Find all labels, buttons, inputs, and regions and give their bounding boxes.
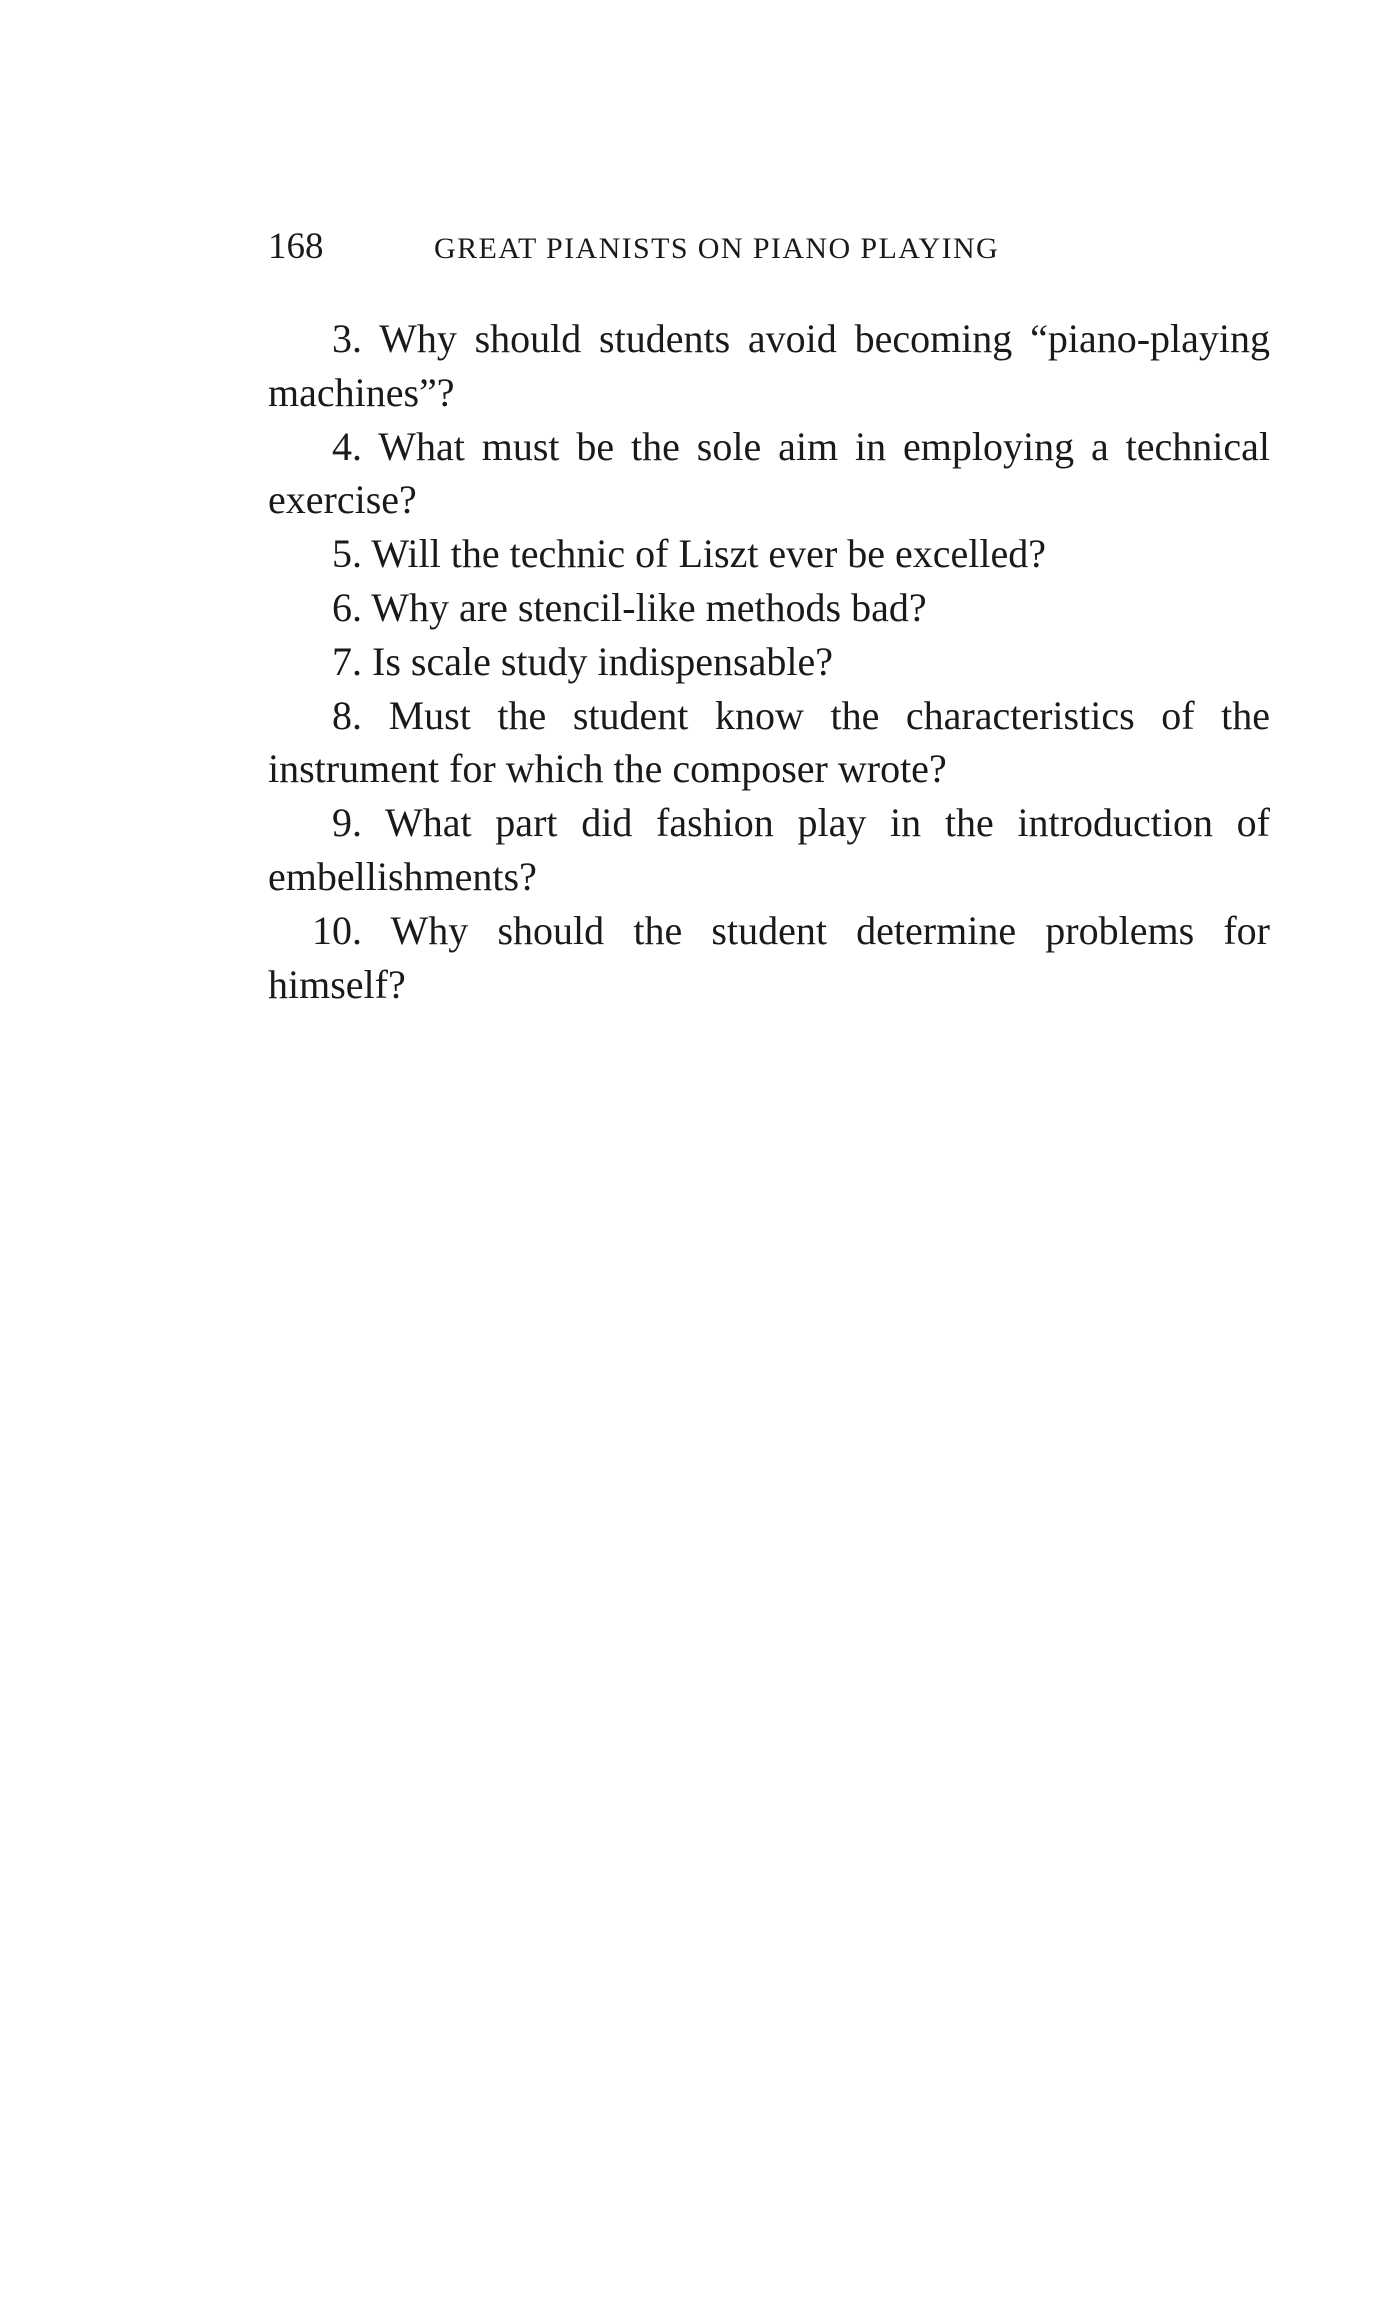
question-number: 10. [312, 907, 362, 953]
question-item [268, 904, 1270, 1012]
question-text: Is scale study indispensable? [372, 638, 833, 684]
question-item [268, 635, 1270, 689]
question-number: 6. [332, 584, 362, 630]
running-head [268, 222, 1268, 272]
page-number: 168 [268, 226, 324, 267]
question-text: Why are stencil-like methods bad? [371, 584, 927, 630]
question-item [268, 581, 1270, 635]
question-text: Will the technic of Liszt ever be excelled? [371, 531, 1047, 577]
question-text: Why should the student determine problems for himself? [268, 907, 1270, 1007]
question-item [268, 689, 1270, 797]
question-number: 9. [332, 800, 362, 846]
question-text: Why should students avoid becoming “piano-playing machines”? [268, 316, 1270, 415]
question-item [268, 420, 1270, 528]
question-number: 4. [332, 423, 362, 469]
question-text: What part did fashion play in the introduction of embellishments? [268, 800, 1270, 899]
question-number: 8. [332, 692, 362, 738]
question-item [268, 312, 1270, 420]
question-number: 3. [332, 316, 362, 361]
question-item [268, 527, 1270, 581]
question-number: 5. [332, 531, 362, 577]
question-text: Must the student know the characteristics of the instrument for which the composer wrote? [268, 692, 1271, 792]
question-list [268, 312, 1270, 1011]
question-number: 7. [332, 638, 362, 684]
question-item [268, 796, 1270, 904]
question-text: What must be the sole aim in employing a technical exercise? [268, 423, 1271, 523]
running-title: GREAT PIANISTS ON PIANO PLAYING [434, 232, 1000, 265]
